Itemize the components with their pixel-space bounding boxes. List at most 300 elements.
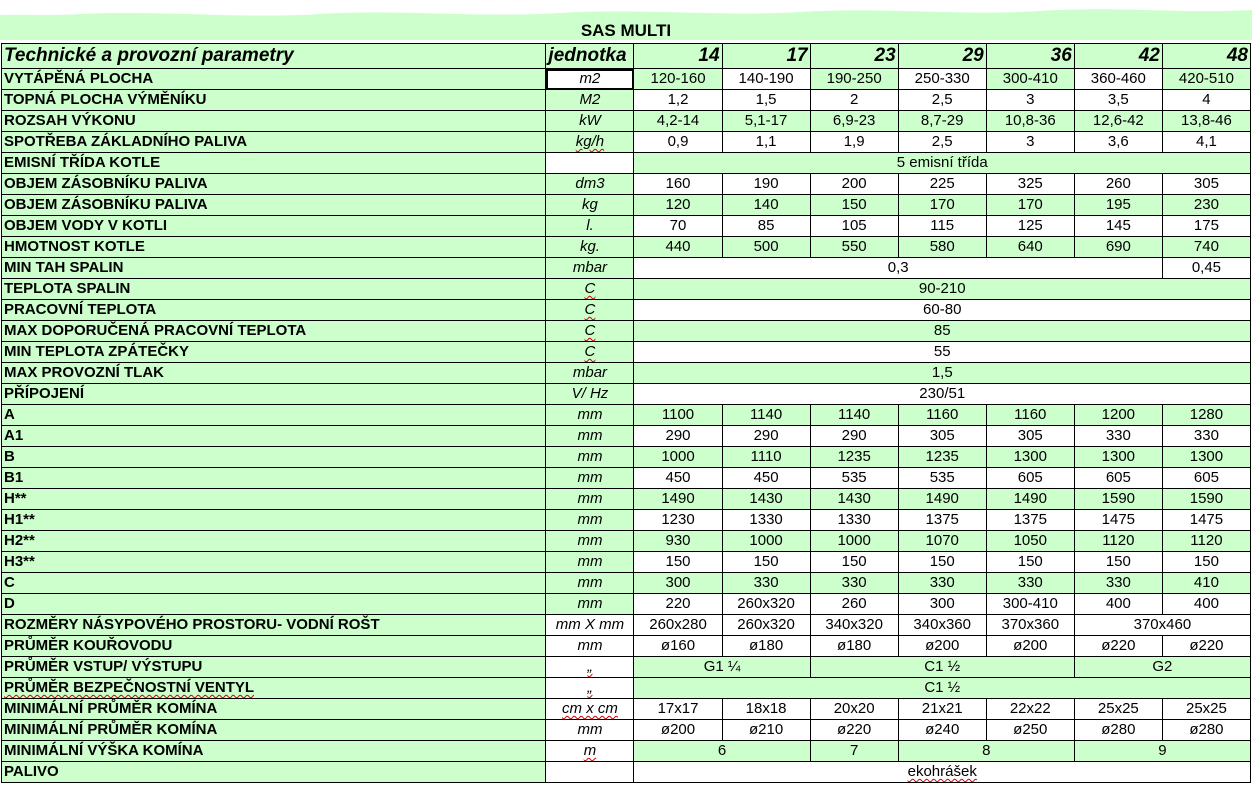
unit-cell[interactable]	[546, 384, 634, 405]
value-cell[interactable]	[986, 195, 1074, 216]
row-label[interactable]	[2, 552, 546, 573]
value-cell[interactable]	[986, 699, 1074, 720]
value-cell[interactable]	[986, 90, 1074, 111]
value-cell[interactable]	[1162, 720, 1250, 741]
value-cell[interactable]	[898, 132, 986, 153]
value-cell[interactable]	[810, 132, 898, 153]
value-cell[interactable]	[722, 111, 810, 132]
value-text: ø200	[1013, 637, 1048, 654]
value-cell[interactable]	[898, 636, 986, 657]
value-cell[interactable]	[898, 111, 986, 132]
unit-cell[interactable]	[546, 90, 634, 111]
value-cell[interactable]	[722, 510, 810, 531]
value-cell[interactable]	[986, 447, 1074, 468]
value-text: 370x360	[1001, 616, 1060, 633]
value-cell[interactable]	[1074, 216, 1162, 237]
table-row	[2, 741, 1251, 762]
row-label[interactable]	[2, 426, 546, 447]
value-cell[interactable]	[898, 594, 986, 615]
value-cell[interactable]	[1074, 489, 1162, 510]
table-row	[2, 489, 1251, 510]
header-model-36[interactable]: 36	[986, 44, 1074, 69]
row-label[interactable]	[2, 153, 546, 174]
row-label[interactable]	[2, 384, 546, 405]
value-cell[interactable]	[986, 636, 1074, 657]
value-cell[interactable]	[810, 657, 1074, 678]
value-cell[interactable]	[722, 195, 810, 216]
table-row	[2, 132, 1251, 153]
value-cell[interactable]	[634, 237, 722, 258]
value-cell[interactable]	[810, 720, 898, 741]
row-label[interactable]	[2, 678, 546, 699]
value-cell[interactable]	[634, 426, 722, 447]
value-text: G1 ¼	[703, 658, 741, 675]
value-text: 1590	[1101, 490, 1136, 507]
value-cell[interactable]	[634, 762, 1251, 783]
row-label[interactable]	[2, 615, 546, 636]
row-label[interactable]	[2, 321, 546, 342]
value-cell[interactable]	[634, 720, 722, 741]
value-cell[interactable]	[1074, 552, 1162, 573]
value-cell[interactable]	[722, 216, 810, 237]
value-cell[interactable]	[986, 132, 1074, 153]
value-cell[interactable]	[810, 636, 898, 657]
value-cell[interactable]	[810, 195, 898, 216]
row-label[interactable]	[2, 195, 546, 216]
value-cell[interactable]	[634, 216, 722, 237]
unit-cell[interactable]	[546, 279, 634, 300]
value-cell[interactable]	[634, 363, 1251, 384]
table-row	[2, 552, 1251, 573]
header-model-23[interactable]: 23	[810, 44, 898, 69]
value-cell[interactable]	[1074, 594, 1162, 615]
header-model-17[interactable]: 17	[722, 44, 810, 69]
unit-cell[interactable]	[546, 153, 634, 174]
value-text: 3,5	[1107, 91, 1129, 108]
value-text: 1160	[926, 406, 959, 423]
value-cell[interactable]	[810, 111, 898, 132]
value-cell[interactable]	[634, 468, 722, 489]
unit-cell[interactable]	[546, 321, 634, 342]
unit-cell[interactable]	[546, 741, 634, 762]
value-cell[interactable]	[634, 594, 722, 615]
value-cell[interactable]	[634, 132, 722, 153]
row-label[interactable]	[2, 594, 546, 615]
unit-cell[interactable]	[546, 552, 634, 573]
value-cell[interactable]	[986, 69, 1074, 90]
row-label[interactable]	[2, 741, 546, 762]
value-cell[interactable]	[634, 405, 722, 426]
value-cell[interactable]	[986, 405, 1074, 426]
value-cell[interactable]	[810, 531, 898, 552]
value-cell[interactable]	[1074, 636, 1162, 657]
value-cell[interactable]	[810, 699, 898, 720]
unit-cell[interactable]	[546, 426, 634, 447]
value-cell[interactable]	[810, 405, 898, 426]
row-label[interactable]	[2, 636, 546, 657]
value-cell[interactable]	[810, 174, 898, 195]
row-label-text: PALIVO	[4, 763, 59, 780]
value-cell[interactable]	[722, 636, 810, 657]
value-cell[interactable]	[1162, 510, 1250, 531]
value-cell[interactable]	[1074, 132, 1162, 153]
value-cell[interactable]	[1162, 468, 1250, 489]
row-label[interactable]	[2, 279, 546, 300]
value-cell[interactable]	[634, 174, 722, 195]
value-cell[interactable]	[898, 573, 986, 594]
header-model-48[interactable]: 48	[1162, 44, 1250, 69]
row-label[interactable]	[2, 69, 546, 90]
value-cell[interactable]	[634, 342, 1251, 363]
value-cell[interactable]	[1162, 237, 1250, 258]
value-cell[interactable]	[986, 426, 1074, 447]
value-cell[interactable]	[986, 573, 1074, 594]
row-label[interactable]	[2, 762, 546, 783]
unit-cell[interactable]	[546, 363, 634, 384]
value-cell[interactable]	[986, 468, 1074, 489]
value-cell[interactable]	[810, 615, 898, 636]
value-cell[interactable]	[810, 552, 898, 573]
value-cell[interactable]	[634, 447, 722, 468]
value-cell[interactable]	[634, 741, 810, 762]
row-label-text: C	[4, 574, 15, 591]
unit-cell[interactable]	[546, 405, 634, 426]
unit-cell[interactable]	[546, 594, 634, 615]
value-cell[interactable]	[1162, 174, 1250, 195]
unit-cell[interactable]	[546, 258, 634, 279]
header-param[interactable]: Technické a provozní parametry	[2, 44, 546, 69]
value-text: 1,1	[755, 133, 777, 150]
value-cell[interactable]	[634, 69, 722, 90]
value-cell[interactable]	[986, 216, 1074, 237]
unit-cell[interactable]	[546, 699, 634, 720]
value-cell[interactable]	[1074, 531, 1162, 552]
value-cell[interactable]	[986, 174, 1074, 195]
value-text: 300	[665, 574, 691, 591]
header-model-29[interactable]: 29	[898, 44, 986, 69]
value-text: 4	[1202, 91, 1211, 108]
row-label[interactable]	[2, 447, 546, 468]
value-text: 1330	[837, 511, 871, 528]
row-label[interactable]	[2, 468, 546, 489]
value-cell[interactable]	[898, 447, 986, 468]
value-cell[interactable]	[722, 531, 810, 552]
row-label[interactable]	[2, 237, 546, 258]
value-text: 260	[1105, 175, 1131, 192]
value-cell[interactable]	[1162, 426, 1250, 447]
value-text: 330	[841, 574, 867, 591]
unit-text: „	[587, 679, 593, 696]
value-cell[interactable]	[1074, 741, 1250, 762]
value-cell[interactable]	[986, 594, 1074, 615]
value-cell[interactable]	[810, 741, 898, 762]
value-cell[interactable]	[898, 405, 986, 426]
value-cell[interactable]	[986, 111, 1074, 132]
unit-cell[interactable]	[546, 447, 634, 468]
value-cell[interactable]	[1162, 636, 1250, 657]
value-cell[interactable]	[1162, 258, 1250, 279]
row-label[interactable]	[2, 531, 546, 552]
unit-cell[interactable]	[546, 636, 634, 657]
row-label-text: OBJEM ZÁSOBNÍKU PALIVA	[4, 175, 208, 192]
value-cell[interactable]	[898, 615, 986, 636]
value-cell[interactable]	[634, 321, 1251, 342]
unit-cell[interactable]	[546, 237, 634, 258]
table-row	[2, 426, 1251, 447]
unit-cell[interactable]	[546, 678, 634, 699]
value-cell[interactable]	[898, 552, 986, 573]
value-cell[interactable]	[722, 573, 810, 594]
value-cell[interactable]	[1074, 174, 1162, 195]
row-label-text: PRŮMĚR KOUŘOVODU	[4, 637, 173, 654]
value-cell[interactable]	[722, 132, 810, 153]
value-cell[interactable]	[898, 699, 986, 720]
value-cell[interactable]	[1162, 489, 1250, 510]
value-cell[interactable]	[634, 384, 1251, 405]
value-cell[interactable]	[634, 510, 722, 531]
value-cell[interactable]	[722, 426, 810, 447]
value-cell[interactable]	[810, 510, 898, 531]
value-cell[interactable]	[634, 657, 810, 678]
unit-cell[interactable]	[546, 300, 634, 321]
row-label[interactable]	[2, 657, 546, 678]
value-cell[interactable]	[898, 741, 1074, 762]
value-text: G2	[1152, 658, 1173, 675]
value-cell[interactable]	[898, 174, 986, 195]
value-cell[interactable]	[810, 69, 898, 90]
value-cell[interactable]	[722, 615, 810, 636]
header-model-42[interactable]: 42	[1074, 44, 1162, 69]
value-cell[interactable]	[810, 573, 898, 594]
value-cell[interactable]	[722, 90, 810, 111]
value-cell[interactable]	[1074, 195, 1162, 216]
value-cell[interactable]	[722, 720, 810, 741]
value-cell[interactable]	[986, 552, 1074, 573]
row-label[interactable]	[2, 720, 546, 741]
value-cell[interactable]	[1074, 237, 1162, 258]
value-cell[interactable]	[898, 216, 986, 237]
value-cell[interactable]	[722, 447, 810, 468]
value-cell[interactable]	[898, 90, 986, 111]
unit-text: kg	[582, 196, 598, 213]
value-cell[interactable]	[722, 552, 810, 573]
unit-cell[interactable]	[546, 174, 634, 195]
value-cell[interactable]	[810, 426, 898, 447]
value-cell[interactable]	[986, 237, 1074, 258]
value-cell[interactable]	[1074, 468, 1162, 489]
row-label-text: TOPNÁ PLOCHA VÝMĚNÍKU	[4, 91, 207, 108]
value-cell[interactable]	[810, 216, 898, 237]
value-cell[interactable]	[986, 489, 1074, 510]
value-text: 305	[1193, 175, 1219, 192]
header-unit[interactable]: jednotka	[546, 44, 634, 69]
unit-cell[interactable]	[546, 762, 634, 783]
value-cell[interactable]	[634, 552, 722, 573]
row-label[interactable]	[2, 300, 546, 321]
value-text: 8	[982, 742, 991, 759]
row-label[interactable]	[2, 111, 546, 132]
value-text: 330	[1105, 574, 1131, 591]
value-cell[interactable]	[1074, 510, 1162, 531]
value-cell[interactable]	[1162, 531, 1250, 552]
value-cell[interactable]	[1162, 90, 1250, 111]
value-cell[interactable]	[722, 699, 810, 720]
row-label[interactable]	[2, 510, 546, 531]
row-label[interactable]	[2, 174, 546, 195]
value-cell[interactable]	[634, 678, 1251, 699]
value-cell[interactable]	[810, 468, 898, 489]
value-cell[interactable]	[1074, 720, 1162, 741]
value-cell[interactable]	[810, 489, 898, 510]
header-model-14[interactable]: 14	[634, 44, 722, 69]
value-text: 1490	[661, 490, 695, 507]
value-cell[interactable]	[1162, 111, 1250, 132]
value-cell[interactable]	[810, 447, 898, 468]
value-cell[interactable]	[1162, 132, 1250, 153]
table-row	[2, 405, 1251, 426]
value-cell[interactable]	[634, 195, 722, 216]
row-label[interactable]	[2, 258, 546, 279]
unit-cell[interactable]	[546, 132, 634, 153]
row-label[interactable]	[2, 405, 546, 426]
unit-cell[interactable]	[546, 195, 634, 216]
value-cell[interactable]	[634, 699, 722, 720]
unit-cell[interactable]	[546, 510, 634, 531]
value-cell[interactable]	[898, 426, 986, 447]
unit-cell[interactable]	[546, 657, 634, 678]
value-cell[interactable]	[634, 573, 722, 594]
value-cell[interactable]	[634, 153, 1251, 174]
row-label[interactable]	[2, 342, 546, 363]
unit-cell[interactable]	[546, 531, 634, 552]
unit-cell[interactable]	[546, 573, 634, 594]
value-text: 1590	[1189, 490, 1224, 507]
row-label[interactable]	[2, 489, 546, 510]
unit-text: cm x cm	[562, 700, 618, 717]
value-cell[interactable]	[810, 594, 898, 615]
value-cell[interactable]	[1074, 90, 1162, 111]
value-text: 360-460	[1090, 70, 1146, 87]
row-label[interactable]	[2, 573, 546, 594]
value-cell[interactable]	[722, 174, 810, 195]
row-label[interactable]	[2, 90, 546, 111]
value-cell[interactable]	[634, 489, 722, 510]
value-cell[interactable]	[634, 300, 1251, 321]
value-cell[interactable]	[898, 195, 986, 216]
table-row	[2, 594, 1251, 615]
value-text: ø280	[1189, 721, 1224, 738]
value-cell[interactable]	[810, 90, 898, 111]
value-cell[interactable]	[810, 237, 898, 258]
unit-cell[interactable]	[546, 69, 634, 90]
value-cell[interactable]	[1074, 699, 1162, 720]
value-cell[interactable]	[722, 237, 810, 258]
value-cell[interactable]	[898, 720, 986, 741]
value-text: 340x360	[913, 616, 971, 633]
value-cell[interactable]	[1162, 216, 1250, 237]
value-cell[interactable]	[1162, 405, 1250, 426]
unit-text: m	[583, 742, 597, 759]
value-cell[interactable]	[1162, 594, 1250, 615]
value-cell[interactable]	[1162, 69, 1250, 90]
value-cell[interactable]	[986, 720, 1074, 741]
value-text: 190	[753, 175, 779, 192]
row-label[interactable]	[2, 699, 546, 720]
unit-cell[interactable]	[546, 720, 634, 741]
table-row	[2, 90, 1251, 111]
value-cell[interactable]	[1074, 573, 1162, 594]
value-text: 1,9	[843, 133, 865, 150]
value-cell[interactable]	[634, 90, 722, 111]
value-text: 420-510	[1178, 70, 1234, 87]
value-cell[interactable]	[1074, 69, 1162, 90]
unit-cell[interactable]	[546, 342, 634, 363]
value-cell[interactable]	[1074, 426, 1162, 447]
value-cell[interactable]	[898, 468, 986, 489]
value-cell[interactable]	[986, 510, 1074, 531]
value-cell[interactable]	[1074, 615, 1250, 636]
value-cell[interactable]	[986, 615, 1074, 636]
unit-cell[interactable]	[546, 468, 634, 489]
value-cell[interactable]	[986, 531, 1074, 552]
value-cell[interactable]	[634, 258, 1162, 279]
value-cell[interactable]	[898, 489, 986, 510]
unit-cell[interactable]	[546, 489, 634, 510]
value-text: 260x320	[737, 595, 795, 612]
value-cell[interactable]	[634, 531, 722, 552]
unit-cell[interactable]	[546, 216, 634, 237]
value-cell[interactable]	[1162, 573, 1250, 594]
table-row	[2, 447, 1251, 468]
row-label[interactable]	[2, 132, 546, 153]
unit-cell[interactable]	[546, 615, 634, 636]
value-cell[interactable]	[722, 69, 810, 90]
value-cell[interactable]	[1074, 657, 1250, 678]
value-cell[interactable]	[634, 615, 722, 636]
value-cell[interactable]	[1162, 447, 1250, 468]
value-cell[interactable]	[898, 69, 986, 90]
value-cell[interactable]	[722, 594, 810, 615]
value-text: 1490	[925, 490, 959, 507]
value-cell[interactable]	[898, 531, 986, 552]
value-cell[interactable]	[1162, 552, 1250, 573]
value-text: 17x17	[657, 700, 699, 717]
value-text: 260x280	[649, 616, 707, 633]
value-cell[interactable]	[898, 510, 986, 531]
unit-cell[interactable]	[546, 111, 634, 132]
value-cell[interactable]	[634, 636, 722, 657]
value-cell[interactable]	[1074, 111, 1162, 132]
value-text: 0,45	[1191, 259, 1222, 276]
value-text: 325	[1017, 175, 1043, 192]
value-text: 1235	[837, 448, 871, 465]
value-text: 150	[665, 553, 691, 570]
value-cell[interactable]	[898, 237, 986, 258]
value-cell[interactable]	[634, 279, 1251, 300]
row-label[interactable]	[2, 216, 546, 237]
value-cell[interactable]	[722, 489, 810, 510]
row-label-text: VYTÁPĚNÁ PLOCHA	[4, 70, 154, 87]
value-cell[interactable]	[722, 468, 810, 489]
row-label[interactable]	[2, 363, 546, 384]
value-cell[interactable]	[1074, 405, 1162, 426]
value-cell[interactable]	[1162, 699, 1250, 720]
value-cell[interactable]	[1162, 195, 1250, 216]
row-label-text: MAX PROVOZNÍ TLAK	[4, 364, 164, 381]
value-cell[interactable]	[634, 111, 722, 132]
value-cell[interactable]	[1074, 447, 1162, 468]
value-cell[interactable]	[722, 405, 810, 426]
